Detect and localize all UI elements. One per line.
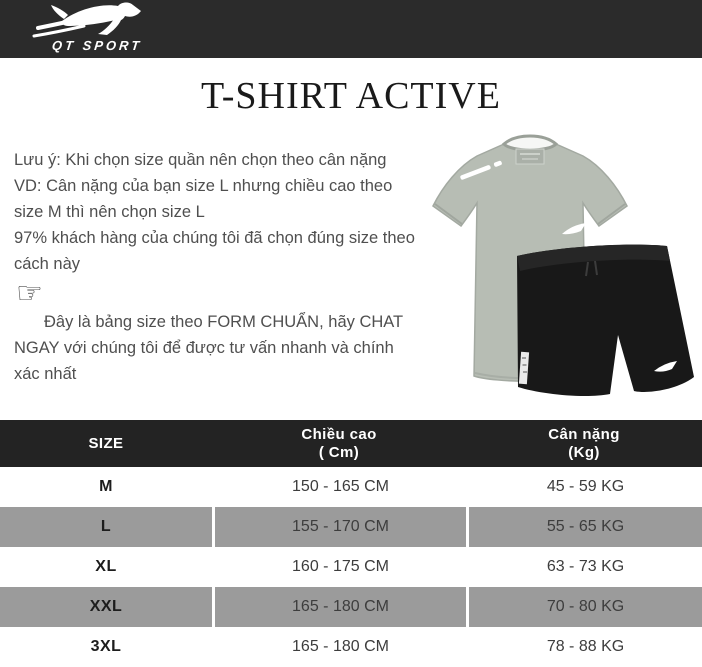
size-cell: L bbox=[0, 507, 212, 547]
page-title: T-SHIRT ACTIVE bbox=[201, 75, 501, 117]
table-row bbox=[0, 547, 702, 587]
note-line-1: Lưu ý: Khi chọn size quần nên chọn theo cân nặng bbox=[14, 151, 387, 169]
height-cell: 150 - 165 CM bbox=[212, 467, 466, 507]
weight-cell: 78 - 88 KG bbox=[466, 627, 702, 667]
weight-cell: 63 - 73 KG bbox=[466, 547, 702, 587]
height-cell: 165 - 180 CM bbox=[212, 587, 466, 627]
size-cell: XL bbox=[95, 558, 117, 575]
top-brand-bar bbox=[0, 0, 702, 58]
shorts-graphic bbox=[517, 245, 694, 396]
size-notes bbox=[14, 147, 416, 387]
pointing-hand-icon: ☞ bbox=[16, 277, 43, 310]
weight-cell: 70 - 80 KG bbox=[466, 587, 702, 627]
header-weight: Cân nặng (Kg) bbox=[548, 425, 620, 461]
brand-name: QT SPORT bbox=[51, 38, 144, 53]
note-line-2: VD: Cân nặng của bạn size L nhưng chiều cao theo size M thì nên chọn size L bbox=[14, 177, 393, 221]
brand-logo bbox=[30, 2, 200, 58]
collar-label bbox=[516, 149, 544, 164]
table-row bbox=[0, 587, 702, 627]
size-cell: 3XL bbox=[90, 638, 122, 655]
table-row bbox=[0, 467, 702, 507]
panther-logo-icon bbox=[30, 2, 200, 42]
product-image bbox=[405, 130, 702, 410]
chat-advice-text: Đây là bảng size theo FORM CHUẨN, hãy CHAT NGAY với chúng tôi để được tư vấn nhanh và chính xác nhất bbox=[14, 313, 403, 383]
header-size: SIZE bbox=[88, 434, 124, 452]
size-cell: M bbox=[99, 478, 113, 495]
weight-cell: 45 - 59 KG bbox=[466, 467, 702, 507]
height-cell: 160 - 175 CM bbox=[212, 547, 466, 587]
table-row bbox=[0, 507, 702, 547]
weight-cell: 55 - 65 KG bbox=[466, 507, 702, 547]
note-line-3: 97% khách hàng của chúng tôi đã chọn đúng size theo cách này bbox=[14, 229, 415, 273]
size-table bbox=[0, 420, 702, 667]
size-table-header bbox=[0, 420, 702, 467]
size-cell: XXL bbox=[0, 587, 212, 627]
height-cell: 155 - 170 CM bbox=[212, 507, 466, 547]
table-row bbox=[0, 627, 702, 667]
height-cell: 165 - 180 CM bbox=[212, 627, 466, 667]
header-height: Chiều cao ( Cm) bbox=[301, 425, 377, 461]
